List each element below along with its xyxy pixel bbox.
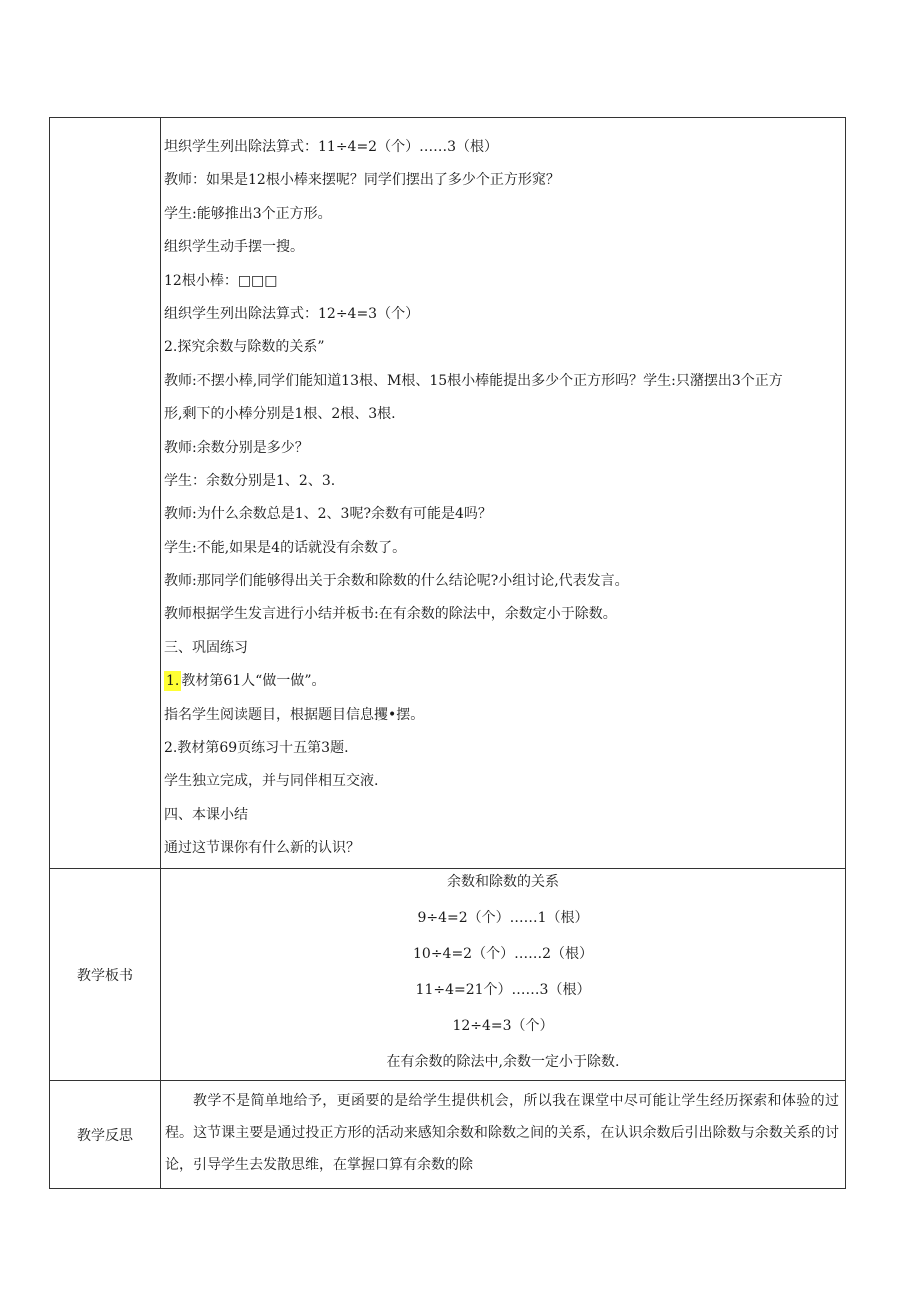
process-line: 教师:为什么余数总是1、2、3呢?余数有可能是4吗？ — [164, 506, 492, 523]
process-row — [50, 118, 846, 869]
process-line: 教师:那同学们能够得出关于余数和除数的什么结论呢?小组讨论,代表发言。 — [164, 573, 629, 590]
process-line — [164, 671, 841, 691]
process-line: 2.探究余数与除数的关系” — [164, 339, 325, 356]
process-line: 三、巩固练习 — [164, 639, 248, 656]
process-line: 学生:不能,如果是4的话就没有余数了。 — [164, 539, 407, 556]
board-title: 余数和除数的关系 — [447, 874, 559, 891]
board-equation: 12÷4=3（个） — [452, 1018, 554, 1035]
process-label-cell — [50, 118, 161, 869]
process-line: 教师：如果是12根小棒来摆呢？同学们摆出了多少个正方形窕？ — [164, 172, 560, 189]
board-equation: 9÷4=2（个）……1（根） — [417, 910, 589, 927]
process-line: 教师根据学生发言进行小结并板书:在有余数的除法中，余数定小于除数。 — [164, 606, 617, 623]
board-label: 教学板书 — [50, 869, 161, 1081]
process-line: 教师:不摆小棒,同学们能知道13根、M根、15根小棒能提出多少个正方形吗？学生:只潴摆出3个正方 — [164, 372, 783, 389]
reflection-label: 教学反思 — [50, 1081, 161, 1189]
process-line: 学生：余数分别是1、2、3. — [164, 472, 336, 489]
process-line: 通过这节课你有什么新的认识？ — [164, 840, 360, 857]
board-conclusion: 在有余数的除法中,余数一定小于除数. — [386, 1054, 620, 1071]
lesson-plan-table — [49, 117, 846, 1189]
process-line: 学生:能够推出3个正方形。 — [164, 205, 332, 222]
process-line: 2.教材第69页练习十五第3题. — [164, 740, 349, 757]
board-row — [50, 869, 846, 1081]
board-equation: 11÷4=21个）……3（根） — [415, 982, 591, 999]
board-content-cell — [161, 869, 846, 1081]
process-line: 形,剩下的小棒分别是1根、2根、3根. — [164, 406, 396, 423]
reflection-row — [50, 1081, 846, 1189]
process-line: 坦织学生列出除法算式：11÷4=2（个）……3（根） — [164, 139, 498, 155]
process-line: 教师:余数分别是多少？ — [164, 439, 309, 456]
board-equation: 10÷4=2（个）……2（根） — [413, 946, 593, 963]
process-line-text: 教材第61人“做一做”。 — [181, 673, 326, 690]
process-line: 组织学生动手摆一搜。 — [164, 239, 304, 256]
process-line: 12根小棒：□□□ — [164, 272, 278, 289]
highlight-marker: 1. — [166, 673, 180, 690]
process-line: 组织学生列出除法算式：12÷4=3（个） — [164, 305, 420, 322]
process-line: 四、本课小结 — [164, 806, 248, 823]
reflection-content-cell — [161, 1081, 846, 1189]
process-content-cell — [161, 118, 846, 869]
reflection-text: 教学不是简单地给予，更函要的是给学生提供机会，所以我在课堂中尽可能让学生经历探索和体验的过程。这节课主要是通过投正方形的活动来感知余数和除数之间的关系，在认识余数后引出除数与余数关系的讨论，引导学生去发散思维，在掌握口算有余数的除 — [165, 1093, 839, 1174]
process-line: 指名学生阅读题目，根据题目信息攫•摆。 — [164, 706, 425, 723]
process-line: 学生独立完成，并与同伴相互交液. — [164, 773, 379, 790]
